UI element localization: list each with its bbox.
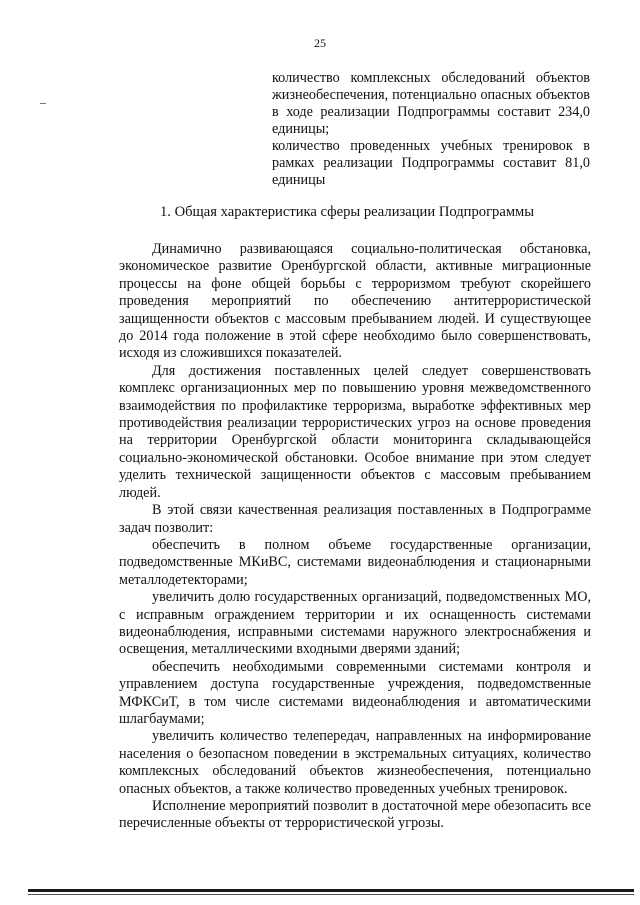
page-number: 25 bbox=[314, 36, 326, 50]
paragraph-task-broadcasts: увеличить количество телепередач, направленных на информирование населения о безопасном поведении в экстремальных ситуациях, количество комплексных обследований объектов жизнеобеспечения, потенциально опасных объектов, а также количество проведенных учебных тренировок. bbox=[119, 728, 591, 797]
footer-rule-thin bbox=[28, 894, 634, 895]
paragraph-tasks-intro: В этой связи качественная реализация поставленных в Подпрограмме задач позволит: bbox=[119, 502, 591, 536]
paragraph-conclusion: Исполнение мероприятий позволит в достаточной мере обезопасить все перечисленные объекты от террористической угрозы. bbox=[119, 798, 591, 832]
indicator-trainings: количество проведенных учебных тренировок в рамках реализации Подпрограммы составит 81,0 единицы bbox=[272, 138, 590, 188]
footer-rule-thick bbox=[28, 889, 634, 892]
section-heading: 1. Общая характеристика сферы реализации Подпрограммы bbox=[160, 204, 535, 220]
paragraph-task-mkivs: обеспечить в полном объеме государственные организации, подведомственные МКиВС, системами видеонаблюдения и стационарными металлодетекторами; bbox=[119, 536, 591, 588]
target-indicators-block bbox=[272, 70, 590, 189]
paragraph-task-mfksit: обеспечить необходимыми современными системами контроля и управлением доступа государственные учреждения, подведомственные МФКСиТ, в том числе системами видеонаблюдения и автоматическими шлагбаумами; bbox=[119, 658, 591, 727]
paragraph-situation: Динамично развивающаяся социально-политическая обстановка, экономическое развитие Оренбургской области, активные миграционные процессы на фоне общей борьбы с терроризмом требуют скорейшего проведения мероприятий по обеспечению антитеррористической защищенности объектов с массовым пребыванием людей. И существующее до 2014 года положение в этой сфере необходимо было совершенствовать, исходя из сложившихся показателей. bbox=[119, 241, 591, 362]
margin-mark bbox=[40, 103, 46, 104]
paragraph-measures: Для достижения поставленных целей следует совершенствовать комплекс организационных мер по повышению уровня межведомственного взаимодействия по профилактике терроризма, выработке эффективных мер противодействия реализации террористических угроз на основе проведения на территории Оренбургской области мониторинга складывающейся социально-экономической обстановки. Особое внимание при этом следует уделить технической защищенности объектов с массовым пребыванием людей. bbox=[119, 362, 591, 501]
section-body bbox=[119, 241, 591, 833]
paragraph-task-mo: увеличить долю государственных организаций, подведомственных МО, с исправным ограждением территории и их оснащенность системами видеонаблюдения, исправными системами наружного электроснабжения и освещения, металлическими входными дверями зданий; bbox=[119, 589, 591, 658]
indicator-inspections: количество комплексных обследований объектов жизнеобеспечения, потенциально опасных объектов в ходе реализации Подпрограммы составит 234,0 единицы; bbox=[272, 70, 590, 137]
